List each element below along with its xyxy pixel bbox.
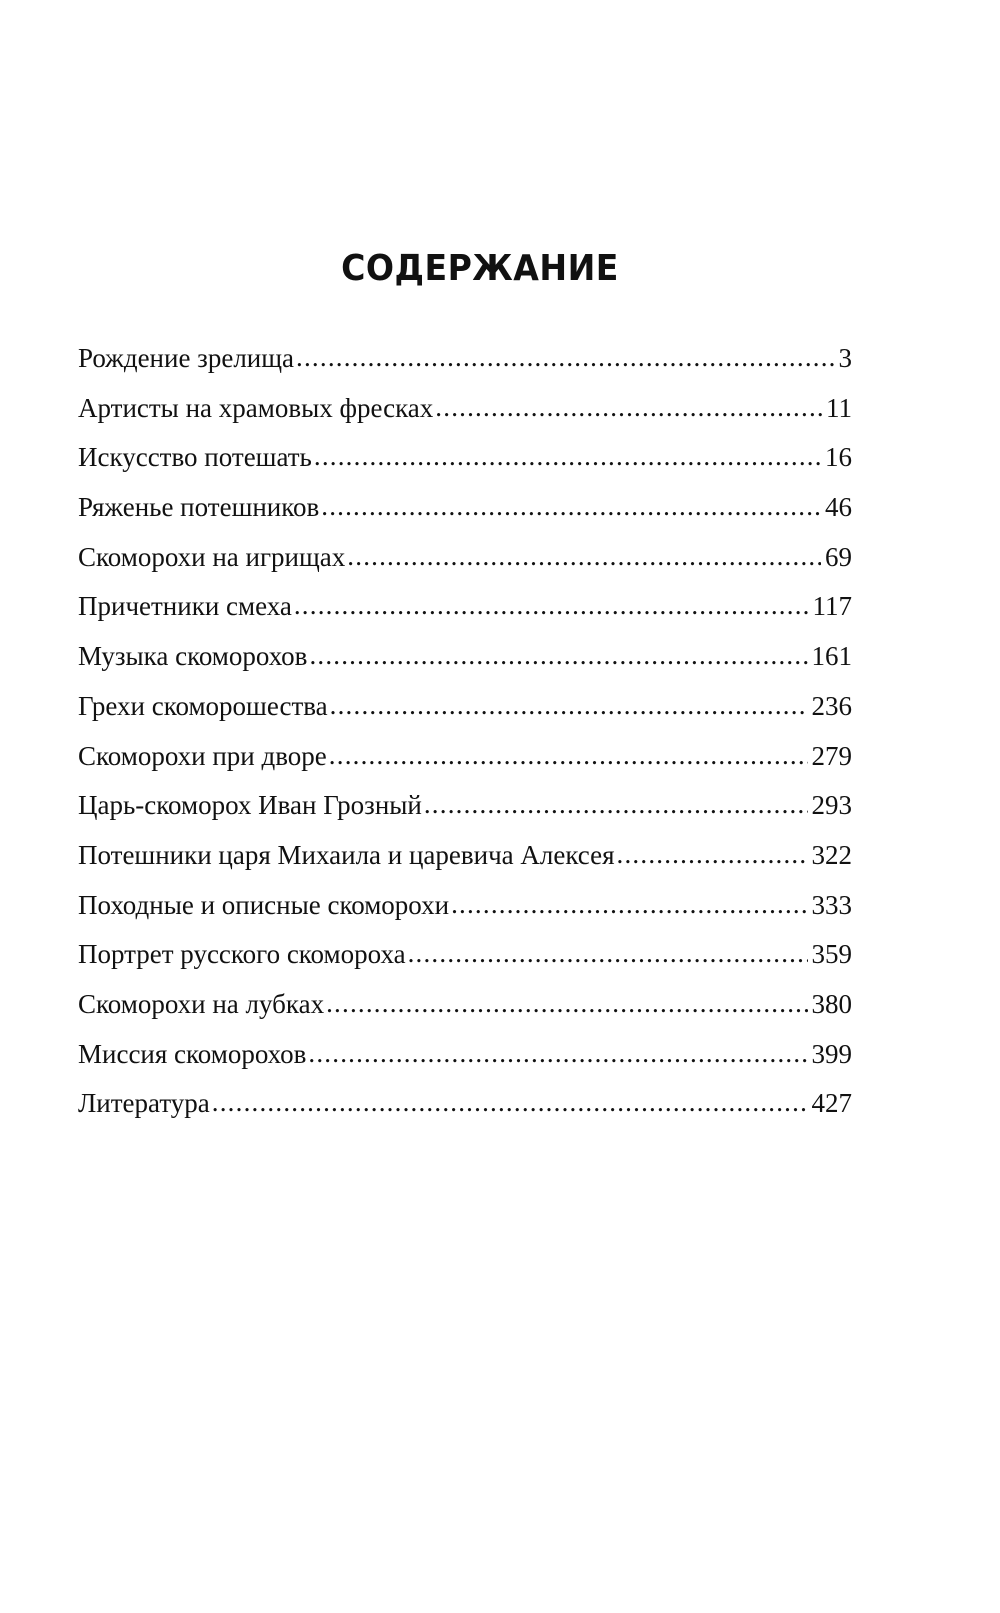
toc-entry-page: 16 (825, 442, 852, 473)
toc-title: СОДЕРЖАНИЕ (341, 248, 619, 289)
dot-leader (294, 585, 809, 625)
toc-entry-title: Причетники смеха (78, 591, 292, 622)
toc-entry (78, 636, 852, 686)
dot-leader (212, 1082, 808, 1122)
toc-entry-title: Скоморохи при дворе (78, 740, 327, 771)
toc-entry-page: 236 (811, 690, 852, 721)
dot-leader (309, 635, 807, 675)
toc-entry (78, 388, 852, 438)
toc-entry-page: 279 (811, 740, 852, 771)
toc-entry-title: Рождение зрелища (78, 343, 295, 373)
toc-entry (78, 1083, 852, 1133)
toc-entry-title: Грехи скоморошества (78, 690, 328, 721)
toc-entry-title: Ряженье потешников (78, 492, 320, 523)
toc-entry (78, 984, 852, 1034)
dot-leader (424, 784, 808, 824)
toc-entry (78, 785, 852, 835)
dot-leader (308, 1033, 807, 1073)
toc-entry-page: 333 (811, 889, 852, 920)
toc-entry-title: Скоморохи на игрищах (78, 541, 346, 572)
dot-leader (347, 536, 821, 576)
toc-entry (78, 437, 852, 487)
toc-entry-page: 3 (838, 343, 852, 373)
dot-leader (314, 436, 821, 476)
toc-entry-title: Литература (78, 1088, 210, 1119)
toc-entry-page: 46 (825, 492, 852, 523)
toc-entry (78, 835, 852, 885)
toc-entry-page: 322 (811, 839, 852, 870)
dot-leader (296, 337, 834, 377)
toc-entry-page: 359 (811, 939, 852, 970)
dot-leader (326, 983, 807, 1023)
toc-entry-title: Царь-скоморох Иван Грозный (78, 790, 422, 821)
toc-entry (78, 885, 852, 935)
toc-entry (78, 686, 852, 736)
toc-entry-title: Миссия скоморохов (78, 1038, 307, 1069)
toc-entry-title: Музыка скоморохов (78, 641, 308, 672)
toc-entry (78, 736, 852, 786)
dot-leader (408, 933, 808, 973)
toc-list (78, 338, 852, 1133)
toc-entry (78, 586, 852, 636)
toc-entry-page: 399 (811, 1038, 852, 1069)
dot-leader (617, 834, 808, 874)
toc-entry-page: 161 (811, 641, 852, 672)
toc-entry-title: Потешники царя Михаила и царевича Алексея (78, 839, 615, 870)
toc-entry-title: Походные и описные скоморохи (78, 889, 450, 920)
toc-entry-title: Скоморохи на лубках (78, 988, 325, 1019)
toc-entry-page: 117 (812, 591, 852, 622)
toc-entry-title: Артисты на храмовых фресках (78, 392, 434, 423)
toc-entry (78, 338, 852, 388)
dot-leader (321, 486, 821, 526)
toc-entry-title: Портрет русского скомороха (78, 939, 406, 970)
dot-leader (435, 387, 822, 427)
dot-leader (330, 685, 808, 725)
toc-entry (78, 1034, 852, 1084)
toc-entry-page: 293 (811, 790, 852, 821)
toc-entry (78, 537, 852, 587)
toc-entry (78, 487, 852, 537)
toc-entry-title: Искусство потешать (78, 442, 312, 473)
toc-entry-page: 427 (811, 1088, 852, 1119)
toc-entry-page: 69 (825, 541, 852, 572)
dot-leader (329, 735, 808, 775)
toc-entry-page: 380 (811, 988, 852, 1019)
toc-entry-page: 11 (826, 392, 852, 423)
dot-leader (451, 884, 807, 924)
toc-entry (78, 934, 852, 984)
